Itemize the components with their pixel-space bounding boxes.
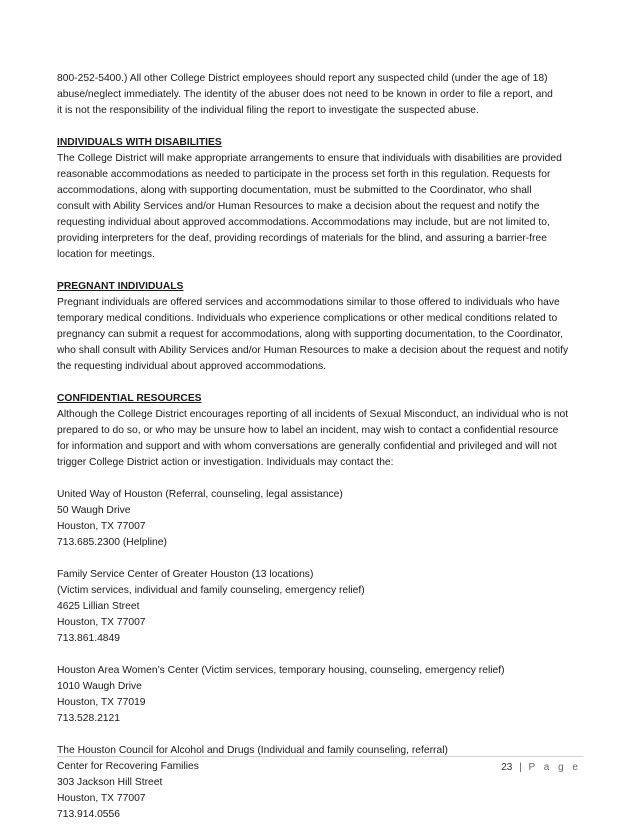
resource-address: 4625 Lillian Street <box>57 601 140 612</box>
resource-name: United Way of Houston (Referral, counseling, legal assistance) <box>57 489 343 500</box>
resource-houston-council <box>57 743 583 823</box>
resource-phone: 713.685.2300 (Helpline) <box>57 537 167 548</box>
section-heading: PREGNANT INDIVIDUALS <box>57 281 184 292</box>
text-line: consult with Ability Services and/or Human Resources to make a decision about the request and notify the <box>57 201 540 212</box>
text-line: pregnancy can submit a request for accommodations, along with supporting documentation, to the Coordinator, <box>57 329 563 340</box>
text-line: abuse/neglect immediately. The identity of the abuser does not need to be known in order to file a report, and <box>57 89 553 100</box>
page-number-separator: | <box>519 762 522 773</box>
section-heading: INDIVIDUALS WITH DISABILITIES <box>57 137 222 148</box>
section-confidential <box>57 391 583 471</box>
page-number-value: 23 <box>501 762 513 773</box>
text-line: requesting individual about approved accommodations. Accommodations may include, but are not limited to, <box>57 217 550 228</box>
text-line: who shall consult with Ability Services and/or Human Resources to make a decision about the request and notify <box>57 345 569 356</box>
resource-city: Houston, TX 77019 <box>57 697 146 708</box>
text-line: providing interpreters for the deaf, providing recordings of materials for the blind, and assuring a barrier-free <box>57 233 547 244</box>
resource-city: Houston, TX 77007 <box>57 521 146 532</box>
intro-paragraph <box>57 71 583 119</box>
resource-address: 1010 Waugh Drive <box>57 681 142 692</box>
resource-address: 303 Jackson Hill Street <box>57 777 163 788</box>
resource-name: Family Service Center of Greater Houston (13 locations) <box>57 569 314 580</box>
section-disabilities <box>57 135 583 263</box>
text-line: for information and support and with whom conversations are generally confidential and privileged and will not <box>57 441 557 452</box>
text-line: Although the College District encourages reporting of all incidents of Sexual Misconduct, an individual who is not <box>57 409 569 420</box>
resource-family-service-center <box>57 567 583 647</box>
page-number <box>501 762 581 773</box>
resource-city: Houston, TX 77007 <box>57 617 146 628</box>
section-pregnant <box>57 279 583 375</box>
text-line: it is not the responsibility of the individual filing the report to investigate the suspected abuse. <box>57 105 479 116</box>
document-body <box>57 71 583 839</box>
text-line: reasonable accommodations as needed to participate in the process set forth in this regulation. Requests for <box>57 169 551 180</box>
resource-phone: 713.528.2121 <box>57 713 120 724</box>
footer-divider <box>57 756 583 758</box>
text-line: trigger College District action or investigation. Individuals may contact the: <box>57 457 394 468</box>
page-word: P a g e <box>528 762 581 773</box>
text-line: prepared to do so, or who may be unsure how to label an incident, may wish to contact a confidential resource <box>57 425 559 436</box>
resource-womens-center <box>57 663 583 727</box>
resource-name: The Houston Council for Alcohol and Drugs (Individual and family counseling, referral) <box>57 745 448 756</box>
resource-subname: Center for Recovering Families <box>57 761 199 772</box>
text-line: Pregnant individuals are offered services and accommodations similar to those offered to individuals who have <box>57 297 560 308</box>
resource-phone: 713.914.0556 <box>57 809 120 820</box>
text-line: The College District will make appropriate arrangements to ensure that individuals with disabilities are provided <box>57 153 562 164</box>
resource-address: 50 Waugh Drive <box>57 505 131 516</box>
text-line: accommodations, along with supporting documentation, must be submitted to the Coordinator, who shall <box>57 185 532 196</box>
resource-city: Houston, TX 77007 <box>57 793 146 804</box>
resource-phone: 713.861.4849 <box>57 633 120 644</box>
text-line: 800-252-5400.) All other College District employees should report any suspected child (under the age of 18) <box>57 73 548 84</box>
text-line: the requesting individual about approved accommodations. <box>57 361 327 372</box>
text-line: location for meetings. <box>57 249 155 260</box>
resource-services: (Victim services, individual and family counseling, emergency relief) <box>57 585 365 596</box>
text-line: temporary medical conditions. Individuals who experience complications or other medical conditions related to <box>57 313 558 324</box>
section-heading: CONFIDENTIAL RESOURCES <box>57 393 202 404</box>
resource-name: Houston Area Women’s Center (Victim services, temporary housing, counseling, emergency relief) <box>57 665 505 676</box>
resource-united-way <box>57 487 583 551</box>
